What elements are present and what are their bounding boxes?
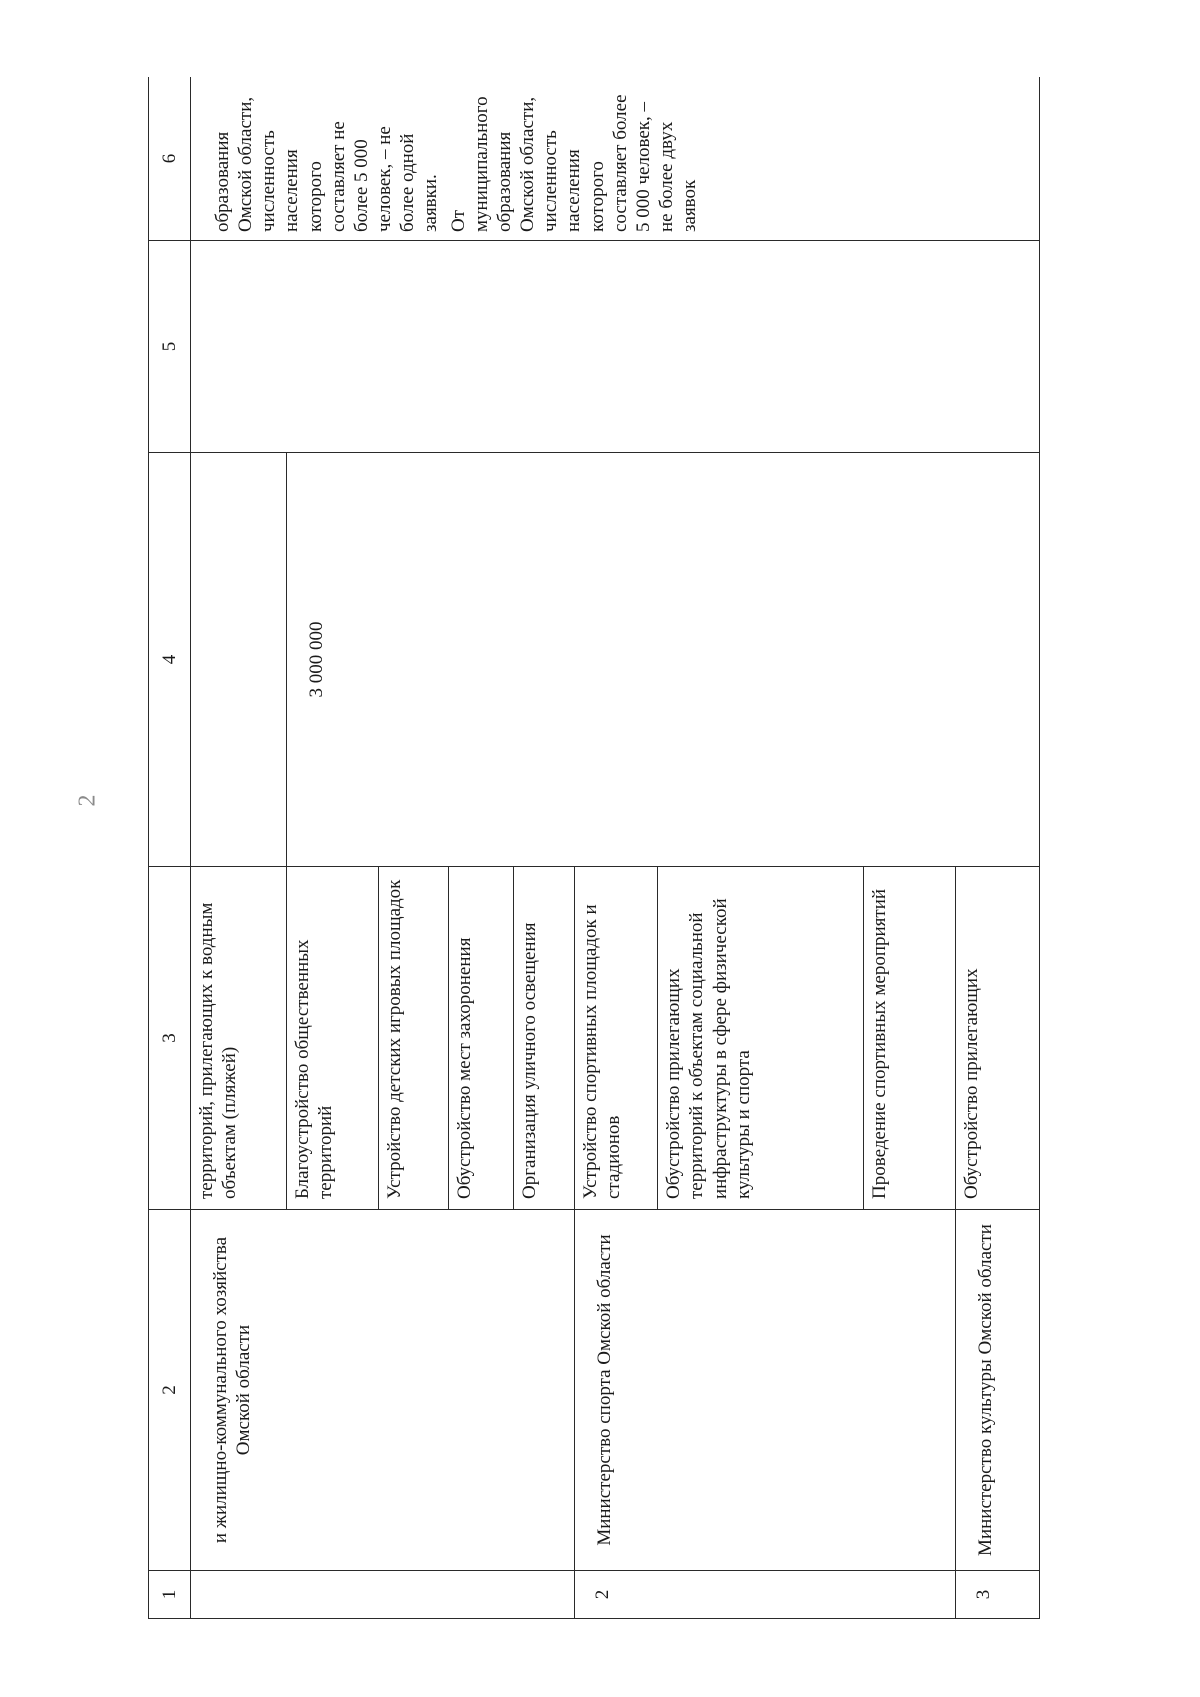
header-col-5: 5: [149, 241, 191, 453]
header-row: [149, 77, 191, 1619]
header-col-3: 3: [149, 867, 191, 1210]
amount-cell-empty: [190, 453, 286, 867]
row-number: 2: [574, 1571, 956, 1619]
limits-cell: [190, 77, 1039, 241]
direction-cell: Благоустройство общественных территорий: [287, 867, 379, 1210]
ministry-name: Министерство культуры Омской области: [956, 1210, 1040, 1571]
document-page: [148, 77, 1040, 1619]
amount-cell: 3 000 000: [287, 453, 1040, 867]
page-number: 2: [74, 794, 101, 807]
header-col-6: 6: [149, 77, 191, 241]
ministry-name: и жилищно-коммунального хозяйства Омской области: [190, 1210, 574, 1571]
direction-cell: Обустройство прилегающих: [956, 867, 1040, 1210]
direction-cell: Проведение спортивных мероприятий: [864, 867, 956, 1210]
header-col-4: 4: [149, 453, 191, 867]
direction-cell: Обустройство прилегающих территорий к объектам социальной инфраструктуры в сфере физической культуры и спорта: [658, 867, 864, 1210]
header-col-2: 2: [149, 1210, 191, 1571]
row-number: [190, 1571, 574, 1619]
direction-cell: территорий, прилегающих к водным объектам (пляжей): [190, 867, 286, 1210]
direction-cell: Устройство детских игровых площадок: [379, 867, 449, 1210]
header-col-1: 1: [149, 1571, 191, 1619]
limits-text: образования Омской области, численность населения которого составляет не более 5 000 человек, – не более одной заявки.: [211, 96, 442, 232]
direction-cell: Организация уличного освещения: [513, 867, 574, 1210]
direction-cell: Устройство спортивных площадок и стадионов: [574, 867, 658, 1210]
rotated-table-wrapper: [148, 77, 1040, 1619]
limits-text: От муниципального образования Омской области, численность населения которого составляет более 5 000 человек, – не более двух заявок: [447, 94, 701, 232]
row-number: 3: [956, 1571, 1040, 1619]
table-row: [190, 77, 286, 1619]
grants-table: [148, 77, 1040, 1619]
direction-cell: Обустройство мест захоронения: [449, 867, 514, 1210]
ministry-name: Министерство спорта Омской области: [574, 1210, 956, 1571]
col5-cell: [190, 241, 1039, 453]
